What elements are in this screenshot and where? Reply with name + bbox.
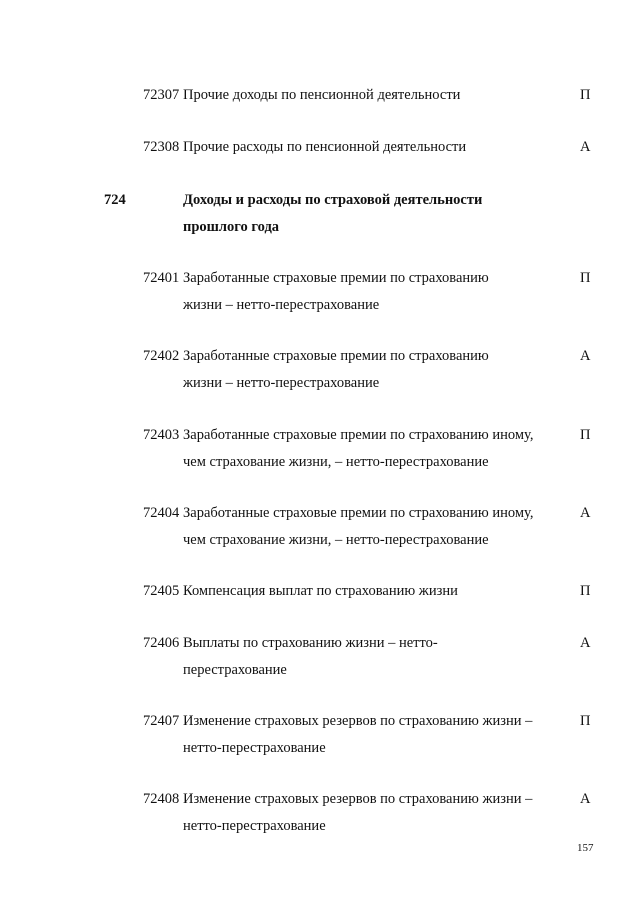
section-title: Доходы и расходы по страховой деятельности прошлого года (183, 192, 483, 235)
account-description: Изменение страховых резервов по страхованию жизни – нетто-перестрахование (183, 791, 533, 834)
account-description: Изменение страховых резервов по страхованию жизни – нетто-перестрахование (183, 713, 533, 756)
account-type: А (580, 505, 591, 521)
account-code: 72405 (143, 583, 180, 599)
section-code: 724 (104, 192, 126, 208)
account-code: 72406 (143, 635, 180, 651)
account-type: А (580, 139, 591, 155)
account-code: 72408 (143, 791, 180, 807)
account-description: Прочие расходы по пенсионной деятельности (183, 139, 467, 155)
account-description: Выплаты по страхованию жизни – нетто- перестрахование (183, 635, 438, 678)
account-code: 72403 (143, 427, 180, 443)
account-code: 72402 (143, 348, 180, 364)
account-description: Заработанные страховые премии по страхованию иному, чем страхование жизни, – нетто-перестрахование (183, 505, 534, 548)
account-code: 72401 (143, 270, 180, 286)
account-description: Компенсация выплат по страхованию жизни (183, 583, 458, 599)
account-type: П (580, 427, 591, 443)
account-type: П (580, 270, 591, 286)
account-description: Заработанные страховые премии по страхованию жизни – нетто-перестрахование (183, 348, 489, 391)
account-code: 72407 (143, 713, 180, 729)
account-type: П (580, 583, 591, 599)
account-type: А (580, 791, 591, 807)
account-code: 72307 (143, 87, 180, 103)
account-description: Заработанные страховые премии по страхованию жизни – нетто-перестрахование (183, 270, 489, 313)
account-code: 72308 (143, 139, 180, 155)
account-type: П (580, 713, 591, 729)
account-description: Прочие доходы по пенсионной деятельности (183, 87, 461, 103)
account-description: Заработанные страховые премии по страхованию иному, чем страхование жизни, – нетто-перестрахование (183, 427, 534, 470)
account-code: 72404 (143, 505, 180, 521)
page-number: 157 (577, 842, 594, 854)
account-type: П (580, 87, 591, 103)
account-type: А (580, 348, 591, 364)
account-type: А (580, 635, 591, 651)
